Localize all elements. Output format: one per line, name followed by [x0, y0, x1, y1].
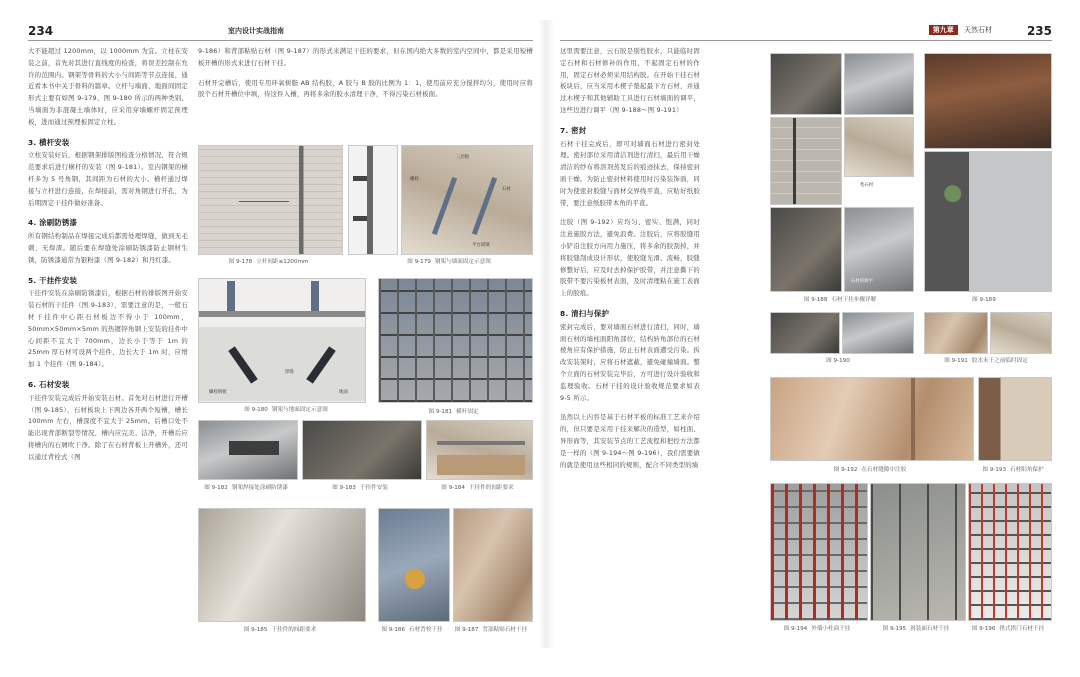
figure-9-178-photo [198, 145, 343, 255]
section-heading: 3. 横杆安装 [28, 137, 70, 147]
figure-9-184-diagram [426, 420, 533, 480]
photo-label: 石材的调平 [851, 279, 873, 284]
chapter-number: 第九章 [929, 25, 958, 35]
figure-9-194-photo [770, 483, 868, 621]
figure-9-186-photo [378, 508, 450, 622]
figure-9-188-photo-2 [844, 53, 914, 115]
figure-9-180-caption: 图 9-180 钢架与地面固定示意图 [244, 407, 328, 413]
figure-9-179-section-diagram [348, 145, 398, 255]
figure-9-189-photo-2 [924, 151, 1052, 292]
figure-9-189-caption: 图 9-189 [972, 297, 996, 303]
figure-9-178-caption: 图 9-178 立杆间距≤1200mm [228, 259, 309, 265]
paragraph: 石材开完槽后，使用专用环氧树脂 AB 结构胶，A 胶与 B 胶的比例为 1：1，使用前应充分搅拌均匀，使用时应将胶个石材开槽位中填，待这件入槽，再将多余的胶水清理干净，不得污染石材板面。 [198, 78, 533, 99]
figure-9-179-caption: 图 9-179 钢架与墙面固定示意图 [407, 259, 491, 265]
paragraph: 密封完成后，要对墙面石材进行清扫，同时，墙面石材的墙柱面阳角部位，结构转角部位的石材棱角应有保护措施，防止石材表面遭受污染。拆改安装架时，应将石材遮蔽，避免碰撞墙面。整个立面的石材安装完毕后，方可进行设计验收和监理验收。石材干挂的设计验收规范要求如表 9-5 所示。 [560, 322, 700, 402]
figure-9-185-photo [198, 508, 366, 622]
diagram-label: 焊缝 [285, 370, 294, 375]
diagram-label: 石材 [502, 187, 511, 192]
figure-9-191-photo-2 [990, 312, 1052, 354]
paragraph: 立柱安装好后，根据钢架排版图检查分格情况，符合规范要求后进行横杆的安装（图 9-181）。室内钢架的横杆多为 5 号角钢，其间距为石材的大小。横杆通过焊接与立杆进行连接，在焊接前，需对角钢进行开孔，为后期固定干挂件做好准备。 [28, 151, 188, 207]
figure-9-194-caption: 图 9-194 外墙小柱面干挂 [783, 626, 851, 632]
left-text-column-2 [198, 46, 533, 104]
paragraph: 注胶（图 9-192）应均匀、密实、饱满，同时注意施胶方法，避免浪费。注胶后，应将胶缝用小铲沿注胶方向用力施压，将多余的胶刮掉，并将胶缝刮成设计形状，使胶缝光滑、流畅，胶缝修整好后，应及时去掉保护胶带，并注意撕下的胶带不要污染板材表面，及时清理粘在施工表面上的胶痕。 [560, 218, 700, 298]
figure-9-186-caption: 图 9-186 石材背栓干挂 [381, 627, 443, 633]
figure-9-193-caption: 图 9-193 石材阳角保护 [982, 467, 1044, 473]
figure-9-191-caption: 图 9-191 胶水未干之前临时固定 [944, 358, 1028, 364]
photo-label: 垫石材 [860, 183, 874, 188]
figure-9-179-3d-diagram [401, 145, 533, 255]
paragraph: 干挂件安装在涂刷防锈漆后，根据石材的排版图开始安装石材的干挂件（图 9-183），需要注意的是，一般石材干挂件中心距石材板边不得小于 100mm，50mm×50mm×5mm 的热镀锌角钢上安装的挂件中心间距不宜大于 700mm，边长小于等于 1m 的 25mm 厚石材可设两个挂件，边长大于 1m 时，应增加 1 个挂件（图 9-184）。 [28, 289, 188, 369]
section-heading: 5. 干挂件安装 [28, 275, 78, 285]
figure-9-180-diagram [198, 278, 366, 403]
section-heading: 7. 密封 [560, 125, 587, 135]
page-number: 235 [1026, 24, 1052, 38]
figure-9-182-photo [198, 420, 298, 480]
figure-9-184-caption: 图 9-184 干挂件的间距要求 [441, 485, 514, 491]
figure-9-181-photo [378, 278, 533, 403]
right-page [560, 20, 1052, 648]
paragraph: 干挂件安装完成后开始安装石材。首先对石材进行开槽（图 9-185），石材板块上下两边各开两个短槽，槽长 100mm 左右，槽深度不宜大于 25mm。后槽口处不能出现背部断裂等情况，槽内应完美、洁净，开槽后应将槽内的石屑吹干净。除了在石材背板上开槽外，还可以通过背栓式（图 [28, 393, 188, 461]
section-heading: 4. 涂刷防锈漆 [28, 218, 78, 228]
running-title: 室内设计实战指南 [228, 27, 284, 35]
book-gutter [538, 20, 554, 648]
figure-9-195-caption: 图 9-195 斜装面石材干挂 [882, 626, 950, 632]
paragraph: 9-186）和背部粘贴石材（图 9-187）的形式来满足干挂的要求，但在国内绝大多数的室内空间中，都是采用短槽板开槽的形式来进行石材干挂。 [198, 47, 533, 67]
paragraph: 虽然以上内容是基于石材平板的标准工艺来介绍的，但只要是采用干挂来解决的造型，如柱面、异形面等，其安装节点的工艺流程和把控方法都是一样的（图 9-194～图 9-196），我们需要做的就是使用这些相同的规则，配合不同类型的墙 [560, 413, 700, 469]
page-number: 234 [28, 24, 54, 38]
section-heading: 6. 石材安装 [28, 379, 70, 389]
right-page-header [560, 20, 1052, 40]
figure-9-185-caption: 图 9-185 干挂件的间距要求 [243, 627, 317, 633]
figure-9-196-caption: 图 9-196 拱式拱门石材干挂 [971, 626, 1045, 632]
section-heading: 8. 清扫与保护 [560, 308, 610, 318]
figure-9-188-photo-1 [770, 53, 842, 115]
figure-9-190-caption: 图 9-190 [826, 358, 850, 364]
figure-9-188-photo-3 [770, 117, 842, 205]
diagram-label: 螺栓 [410, 177, 419, 182]
figure-9-190-photo-1 [770, 312, 840, 354]
chapter-name: 天然石材 [964, 26, 992, 34]
left-text-column-1 [28, 46, 188, 467]
left-page [28, 20, 533, 648]
figure-9-188-photo-4 [844, 117, 914, 177]
chapter-tag [929, 25, 992, 35]
figure-9-183-caption: 图 9-183 干挂件安装 [332, 485, 388, 491]
figure-9-182-caption: 图 9-182 钢架焊接处涂刷防锈漆 [204, 485, 288, 491]
dimension-line [239, 201, 289, 202]
figure-9-187-photo [453, 508, 533, 622]
paragraph: 大不能超过 1200mm，以 1000mm 为宜。立柱在安装之前，首先对其进行直线度的检查，将误差控制在允许的范围内。钢架等骨料的大小与间距等节点连接，通近看本书中关于骨料的篇章。立杆与墙面、地面间固定形式主要有如图 9-179、图 9-180 所示的两种类别，当墙面为非混凝土墙体时，应采用穿墙螺杆固定预埋板，进而通过预埋板固定立柱。 [28, 47, 188, 126]
figure-9-189-photo-1 [924, 53, 1052, 149]
paragraph: 石材干挂完成后，即可对墙面石材进行密封处理。密封部位采用清洁剂进行清扫，最后用干燥清洁的纱布将溶剂蒸发后的痕迹抹去，保持密封面干燥。为防止密封材料使用时污染装饰面，同时为使密封胶缝与面材交界线平直，应贴好纸胶带，要注意纸胶带本角的平直。 [560, 139, 700, 207]
figure-9-191-photo-1 [924, 312, 988, 354]
figure-9-192-caption: 图 9-192 在石材缝隙中注胶 [833, 467, 907, 473]
book-spread [28, 20, 1052, 648]
figure-9-196-photo [968, 483, 1052, 621]
left-page-header [28, 20, 533, 40]
paragraph: 这里需要注意，云石胶是别性胶水，只能临时固定石材和石材修补的作用，不起固定石材的作用，固定石材必须采用结构胶。在开始干挂石材板块后，应当采用木楔子垫起最下方石材，并通过木楔子和其他辅助工具进行石材墙面的调平，这些边进行调平（图 9-188～图 9-191） [560, 47, 700, 114]
figure-9-193-photo [978, 377, 1052, 461]
right-text-column [560, 46, 700, 474]
diagram-label: 三层板 [456, 155, 470, 160]
figure-9-183-photo [302, 420, 422, 480]
figure-9-188-caption: 图 9-188 石材干挂步骤详解 [803, 297, 877, 303]
figure-9-192-photo [770, 377, 974, 461]
paragraph: 所有钢结构制品在焊接完成后都需处理焊缝，做到无毛刺、无焊渣。随后要在焊缝处涂刷防锈漆防止钢材生锈，防锈漆通常为银粉漆（图 9-182）和丹红漆。 [28, 232, 188, 264]
figure-9-188-photo-5 [770, 207, 842, 292]
figure-9-188-photo-6 [844, 207, 914, 292]
figure-9-195-photo [870, 483, 966, 621]
diagram-label: 平台锚钢 [472, 243, 490, 248]
figure-9-187-caption: 图 9-187 背部粘贴石材干挂 [454, 627, 528, 633]
figure-9-190-photo-2 [842, 312, 914, 354]
header-rule [560, 40, 1052, 41]
diagram-label: 螺栓钢板 [209, 390, 227, 395]
figure-9-181-caption: 图 9-181 横杆固定 [428, 409, 479, 415]
diagram-label: 地面 [339, 390, 348, 395]
header-rule [28, 40, 533, 41]
